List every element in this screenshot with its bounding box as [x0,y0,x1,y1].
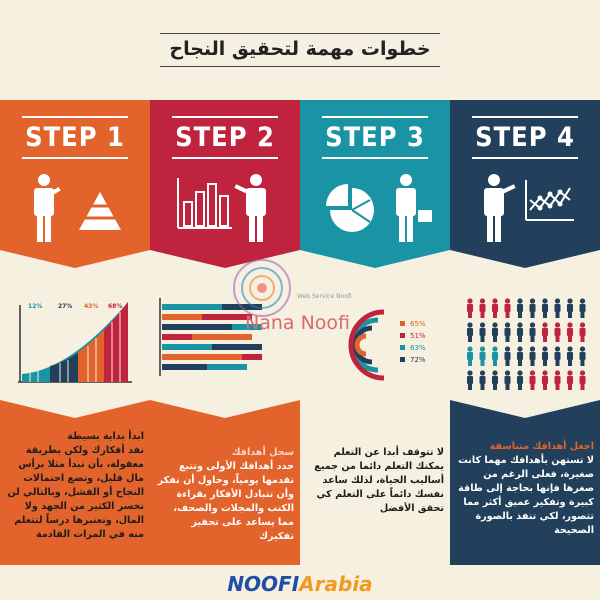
growth-label-2: 27% [58,303,73,310]
page-title: خطوات مهمة لتحقيق النجاح [160,33,440,67]
person-figure [530,370,536,390]
growth-label-3: 43% [84,303,99,310]
step-1-label: STEP 1 [0,122,150,153]
radial-label-1: 65% [410,320,426,328]
person-figure [492,346,498,366]
watermark-subtext: Web Service Noofi [297,293,352,300]
person-figure [530,346,536,366]
logo-part-1: NOOFI [227,572,300,596]
person-figure [530,322,536,342]
radial-legend [400,320,426,364]
person-figure [480,346,486,366]
person-figure [505,370,511,390]
step-3-body: يمكنك التعلم دائما من جميع أساليب الحياة، لذلك ساعد نفسك دائماً على التعلم كي تحقق الأفضل [314,461,444,514]
person-figure [530,298,536,318]
person-figure [555,370,561,390]
person-figure [542,298,548,318]
person-figure [542,322,548,342]
step-4-body: لا تستهن بأهدافك مهما كانت صغيرة، فعلى الرغم من صغرها فإنها بحاجة إلى طاقة كبيرة وتفكير عميق أكثر مما تتصور، لكي تنفذ بالصورة الصحيحة [458,455,594,536]
person-figure [505,346,511,366]
presenter-linechart-icon [450,170,600,250]
watermark-globe-icon [220,250,390,360]
person-figure [480,322,486,342]
person-figure [580,346,586,366]
person-figure [492,298,498,318]
person-figure [492,370,498,390]
step-4-label: STEP 4 [450,122,600,153]
step-4-lead: اجعل أهدافك متناسقة [489,441,594,452]
person-figure [467,370,473,390]
people-pictogram [467,298,586,390]
step-2-body: حدد أهدافك الأولى وتتبع تقدمها يومياً، وحاول أن تفكر وأن تتبادل الأفكار بقراءة الكتب والمجلات والصحف، مما يساعد على تحفيز تفكيرك [157,461,294,542]
person-figure [555,322,561,342]
person-figure [517,298,523,318]
person-figure [517,346,523,366]
person-figure [517,322,523,342]
person-figure [467,322,473,342]
radial-label-4: 72% [410,356,426,364]
person-figure [555,346,561,366]
step-1-lead: ابدأ بداية بسيطة [67,431,144,442]
person-figure [480,370,486,390]
person-figure [567,346,573,366]
person-figure [580,322,586,342]
step-2-label: STEP 2 [150,122,300,153]
person-figure [555,298,561,318]
pie-chart-briefcase-icon [300,170,450,250]
person-figure [567,370,573,390]
person-figure [542,370,548,390]
watermark-text: Nana Noofi [245,312,351,334]
businessman-pyramid-icon [0,170,150,250]
logo-part-2: Arabia [299,572,373,596]
growth-chart [18,302,132,382]
growth-label-4: 68% [108,303,123,310]
person-figure [580,370,586,390]
person-figure [505,298,511,318]
growth-label-1: 12% [28,303,43,310]
brand-logo [0,572,600,596]
radial-label-2: 51% [410,332,426,340]
person-figure [492,322,498,342]
step-2-lead: سجل أهدافك [231,447,294,458]
person-figure [567,322,573,342]
step-1-body: نفذ أفكارك ولكن بطريقة معقولة، بأن تبدأ مثلا برأس مال قليل، وتضع احتمالات النجاح أو الفشل، وبالتالي لن تخسر الكثير من الجهد ولا المال، وتعتبرها درساً لتتعلم منه في المرات القادمة [7,445,144,540]
presenter-barchart-icon [150,170,300,250]
person-figure [580,298,586,318]
step-3-lead: لا تتوقف أبدا عن التعلم [333,447,444,458]
person-figure [505,322,511,342]
person-figure [467,346,473,366]
radial-label-3: 63% [410,344,426,352]
person-figure [480,298,486,318]
person-figure [567,298,573,318]
person-figure [517,370,523,390]
person-figure [542,346,548,366]
step-3-label: STEP 3 [300,122,450,153]
person-figure [467,298,473,318]
